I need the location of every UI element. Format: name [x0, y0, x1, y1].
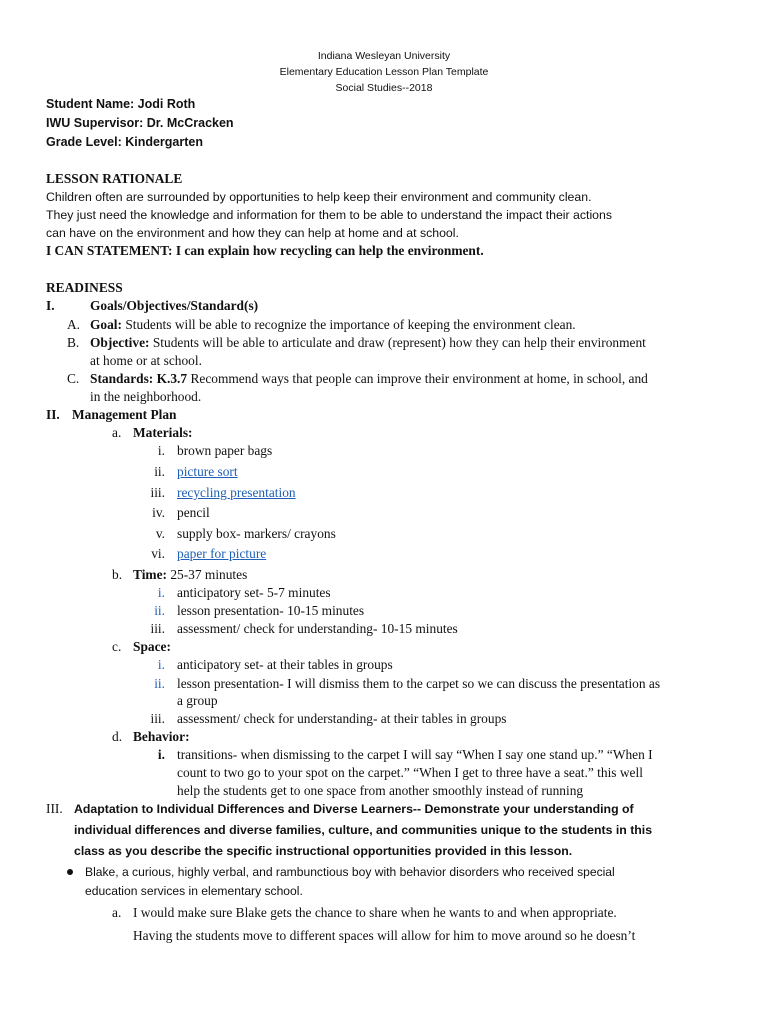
item-letter: A.: [67, 317, 81, 332]
i-can-statement: I CAN STATEMENT: I can explain how recycling can help the environment.: [46, 243, 484, 258]
roman-numeral: i.: [157, 747, 165, 762]
paper-for-picture-link[interactable]: paper for picture: [177, 546, 267, 561]
goal-text: Goal: Students will be able to recognize the importance of keeping the environment clean.: [90, 317, 576, 332]
rationale-line: They just need the knowledge and information for them to be able to understand the impact their actions: [46, 208, 612, 222]
item-letter: B.: [67, 335, 80, 350]
adaptation-text-cont: class as you describe the specific instructional opportunities provided in this lesson.: [74, 844, 573, 858]
accommodation-text: I would make sure Blake gets the chance to share when he wants to and when appropriate.: [133, 905, 617, 920]
item-letter: C.: [67, 371, 80, 386]
material-item: supply box- markers/ crayons: [177, 526, 336, 541]
sub-letter: b.: [112, 567, 123, 582]
behavior-item-cont: help the students get to one space from another smoothly instead of running: [177, 783, 584, 798]
behavior-label: Behavior:: [133, 729, 190, 744]
adaptation-text-cont: individual differences and diverse families, culture, and communities unique to the students in this: [74, 823, 653, 837]
roman-numeral: iii.: [150, 485, 165, 500]
material-item: pencil: [177, 505, 210, 520]
objective-text-cont: at home or at school.: [90, 353, 202, 368]
learner-description-cont: education services in elementary school.: [85, 884, 303, 898]
roman-numeral: iii.: [150, 621, 165, 636]
grade-level: Grade Level: Kindergarten: [46, 135, 203, 149]
standards-text: Standards: K.3.7 Recommend ways that people can improve their environment at home, in school, and: [90, 371, 648, 386]
rationale-heading: LESSON RATIONALE: [46, 171, 183, 186]
recycling-presentation-link[interactable]: recycling presentation: [177, 485, 296, 500]
time-item: anticipatory set- 5-7 minutes: [177, 585, 331, 600]
roman-numeral: ii.: [154, 676, 165, 691]
space-item-cont: a group: [177, 693, 218, 708]
behavior-item-cont: count to two go to your spot on the carpet.” “When I get to three have a seat.” this well: [177, 765, 643, 780]
readiness-heading: READINESS: [46, 280, 123, 295]
accommodation-text-cont: Having the students move to different spaces will allow for him to move around so he doesn’t: [133, 928, 636, 943]
roman-numeral: iii.: [150, 711, 165, 726]
roman-numeral: i.: [157, 657, 165, 672]
picture-sort-link[interactable]: picture sort: [177, 464, 238, 479]
section-title-management: Management Plan: [72, 407, 177, 422]
roman-numeral: i.: [157, 585, 165, 600]
time-item: assessment/ check for understanding- 10-15 minutes: [177, 621, 458, 636]
space-item: assessment/ check for understanding- at their tables in groups: [177, 711, 507, 726]
space-item: lesson presentation- I will dismiss them to the carpet so we can discuss the presentation as: [177, 676, 661, 691]
rationale-line: Children often are surrounded by opportunities to help keep their environment and community clean.: [46, 190, 592, 204]
sub-letter: a.: [112, 425, 122, 440]
section-title-goals: Goals/Objectives/Standard(s): [90, 298, 259, 313]
roman-numeral: ii.: [154, 603, 165, 618]
time-item: lesson presentation- 10-15 minutes: [177, 603, 365, 618]
materials-label: Materials:: [133, 425, 193, 440]
template-title: Elementary Education Lesson Plan Template: [279, 66, 489, 78]
rationale-line: can have on the environment and how they can help at home and at school.: [46, 226, 459, 240]
material-item: brown paper bags: [177, 443, 273, 458]
behavior-item: transitions- when dismissing to the carpet I will say “When I say one stand up.” “When I: [177, 747, 653, 762]
roman-numeral: i.: [157, 443, 165, 458]
time-text: Time: 25-37 minutes: [133, 567, 248, 582]
subject-year: Social Studies--2018: [335, 82, 433, 94]
student-name: Student Name: Jodi Roth: [46, 97, 196, 111]
section-number: I.: [46, 298, 55, 313]
space-item: anticipatory set- at their tables in groups: [177, 657, 393, 672]
learner-description: Blake, a curious, highly verbal, and rambunctious boy with behavior disorders who received special: [85, 865, 615, 879]
roman-numeral: v.: [155, 526, 165, 541]
section-number: III.: [46, 801, 63, 816]
sub-letter: c.: [112, 639, 122, 654]
roman-numeral: ii.: [154, 464, 165, 479]
objective-text: Objective: Students will be able to articulate and draw (represent) how they can help their environment: [90, 335, 646, 350]
sub-letter: a.: [112, 905, 122, 920]
space-label: Space:: [133, 639, 171, 654]
supervisor-name: IWU Supervisor: Dr. McCracken: [46, 116, 234, 130]
standards-text-cont: in the neighborhood.: [90, 389, 202, 404]
sub-letter: d.: [112, 729, 123, 744]
roman-numeral: vi.: [151, 546, 165, 561]
university-name: Indiana Wesleyan University: [317, 50, 451, 62]
roman-numeral: iv.: [152, 505, 165, 520]
bullet-icon: [67, 869, 73, 875]
section-title-adaptation: Adaptation to Individual Differences and Diverse Learners-- Demonstrate your understanding of: [74, 802, 634, 816]
section-number: II.: [46, 407, 60, 422]
